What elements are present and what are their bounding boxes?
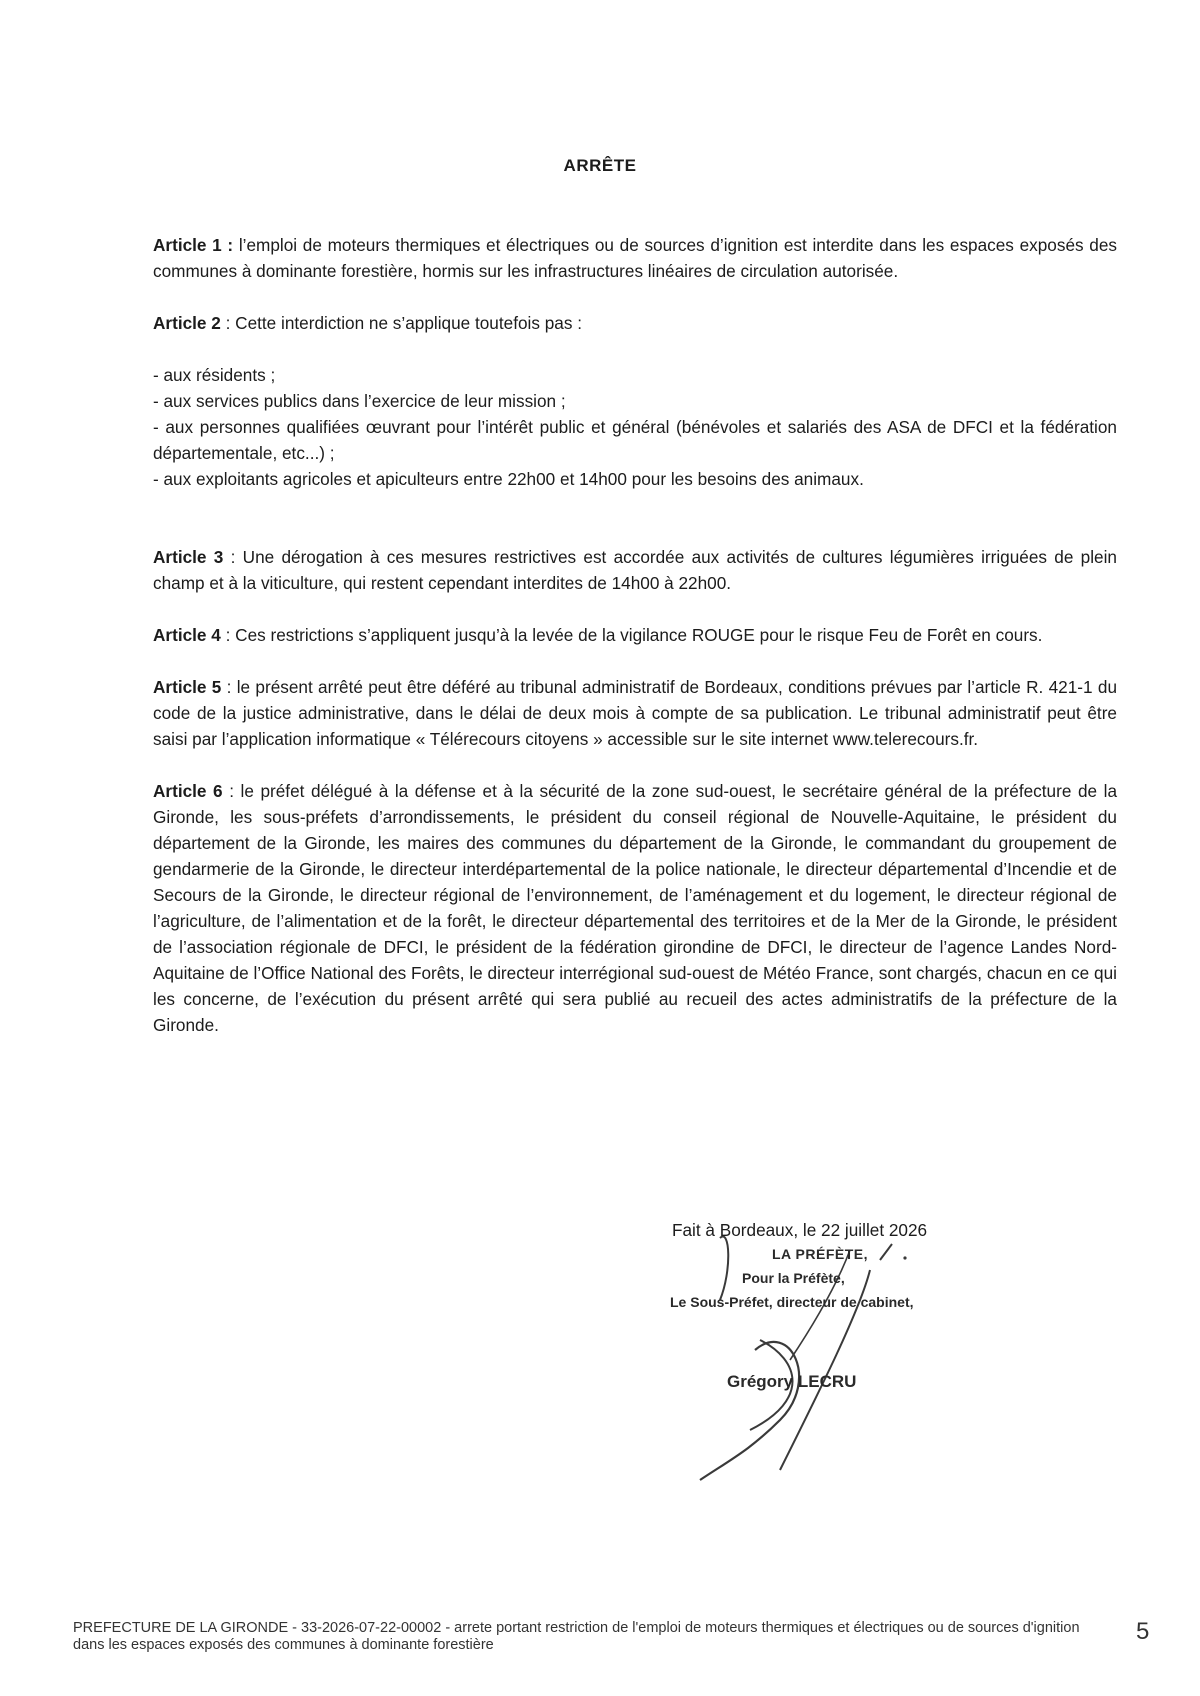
article-1 <box>153 232 1117 284</box>
article-6 <box>153 778 1117 1038</box>
document-title: ARRÊTE <box>563 156 637 175</box>
article-3-label: Article 3 <box>153 547 224 567</box>
article-5-label: Article 5 <box>153 677 222 697</box>
page-number: 5 <box>1136 1618 1150 1645</box>
article-4-label: Article 4 <box>153 625 221 645</box>
article-3-text: : Une dérogation à ces mesures restrictives est accordée aux activités de cultures légumières irriguées de plein champ et à la viticulture, qui restent cependant interdites de 14h00 à 22h00. <box>153 547 1117 593</box>
article-6-label: Article 6 <box>153 781 223 801</box>
article-1-label: Article 1 : <box>153 235 234 255</box>
signature-for-prefete: Pour la Préfète, <box>742 1270 845 1286</box>
article-5-text: : le présent arrêté peut être déféré au tribunal administratif de Bordeaux, conditions prévues par l’article R. 421-1 du code de la justice administrative, dans le délai de deux mois à compte de sa publication. Le tribunal administratif peut être saisi par l’application informatique « Télérecours citoyens » accessible sur le site internet www.telerecours.fr. <box>153 677 1118 749</box>
list-item: - aux exploitants agricoles et apiculteurs entre 22h00 et 14h00 pour les besoins des animaux. <box>153 469 864 489</box>
signature-place-date: Fait à Bordeaux, le 22 juillet 2026 <box>672 1220 928 1240</box>
signature-role: Le Sous-Préfet, directeur de cabinet, <box>670 1294 914 1310</box>
article-5 <box>153 674 1117 752</box>
page-footer: PREFECTURE DE LA GIRONDE - 33-2026-07-22-00002 - arrete portant restriction de l'emploi de moteurs thermiques et électriques ou de sources d'ignition dans les espaces exposés des communes à dominante forestière <box>73 1620 1080 1653</box>
article-2-text: : Cette interdiction ne s’applique toutefois pas : <box>220 313 582 333</box>
list-item: - aux personnes qualifiées œuvrant pour l’intérêt public et général (bénévoles et salariés des ASA de DFCI et la fédération départementale, etc...) ; <box>153 417 1117 463</box>
list-item: - aux services publics dans l’exercice de leur mission ; <box>153 391 566 411</box>
article-6-text: : le préfet délégué à la défense et à la sécurité de la zone sud-ouest, le secrétaire général de la préfecture de la Gironde, les sous-préfets d’arrondissements, le président du conseil régional de Nouvelle-Aquitaine, le président du département de la Gironde, les maires des communes du département de la Gironde, le commandant du groupement de gendarmerie de la Gironde, le directeur interdépartemental de la police nationale, le directeur départemental d’Incendie et de Secours de la Gironde, le directeur régional de l’environnement, de l’aménagement et du logement, le directeur régional de l’agriculture, de l’alimentation et de la forêt, le directeur départemental des territoires et de la Mer de la Gironde, le président de l’association régionale de DFCI, le président de la fédération girondine de DFCI, le directeur de l’agence Landes Nord-Aquitaine de l’Office National des Forêts, le directeur interrégional sud-ouest de Météo France, sont chargés, chacun en ce qui les concerne, de l’exécution du présent arrêté qui sera publié au recueil des actes administratifs de la préfecture de la Gironde. <box>153 781 1118 1035</box>
document-body <box>153 232 1117 1038</box>
exemptions-list <box>153 362 1117 492</box>
signature-block <box>672 1218 1012 1314</box>
article-1-text: l’emploi de moteurs thermiques et électriques ou de sources d’ignition est interdite dans les espaces exposés des communes à dominante forestière, hormis sur les infrastructures linéaires de circulation autorisée. <box>153 235 1117 281</box>
signature-prefete: LA PRÉFÈTE, <box>772 1246 868 1262</box>
article-4 <box>153 622 1117 648</box>
list-item: - aux résidents ; <box>153 365 276 385</box>
article-2-label: Article 2 <box>153 313 221 333</box>
article-2 <box>153 310 1117 336</box>
article-4-text: : Ces restrictions s’appliquent jusqu’à la levée de la vigilance ROUGE pour le risque Feu de Forêt en cours. <box>220 625 1043 645</box>
signer-name: Grégory LECRU <box>727 1372 857 1391</box>
article-3 <box>153 544 1117 596</box>
